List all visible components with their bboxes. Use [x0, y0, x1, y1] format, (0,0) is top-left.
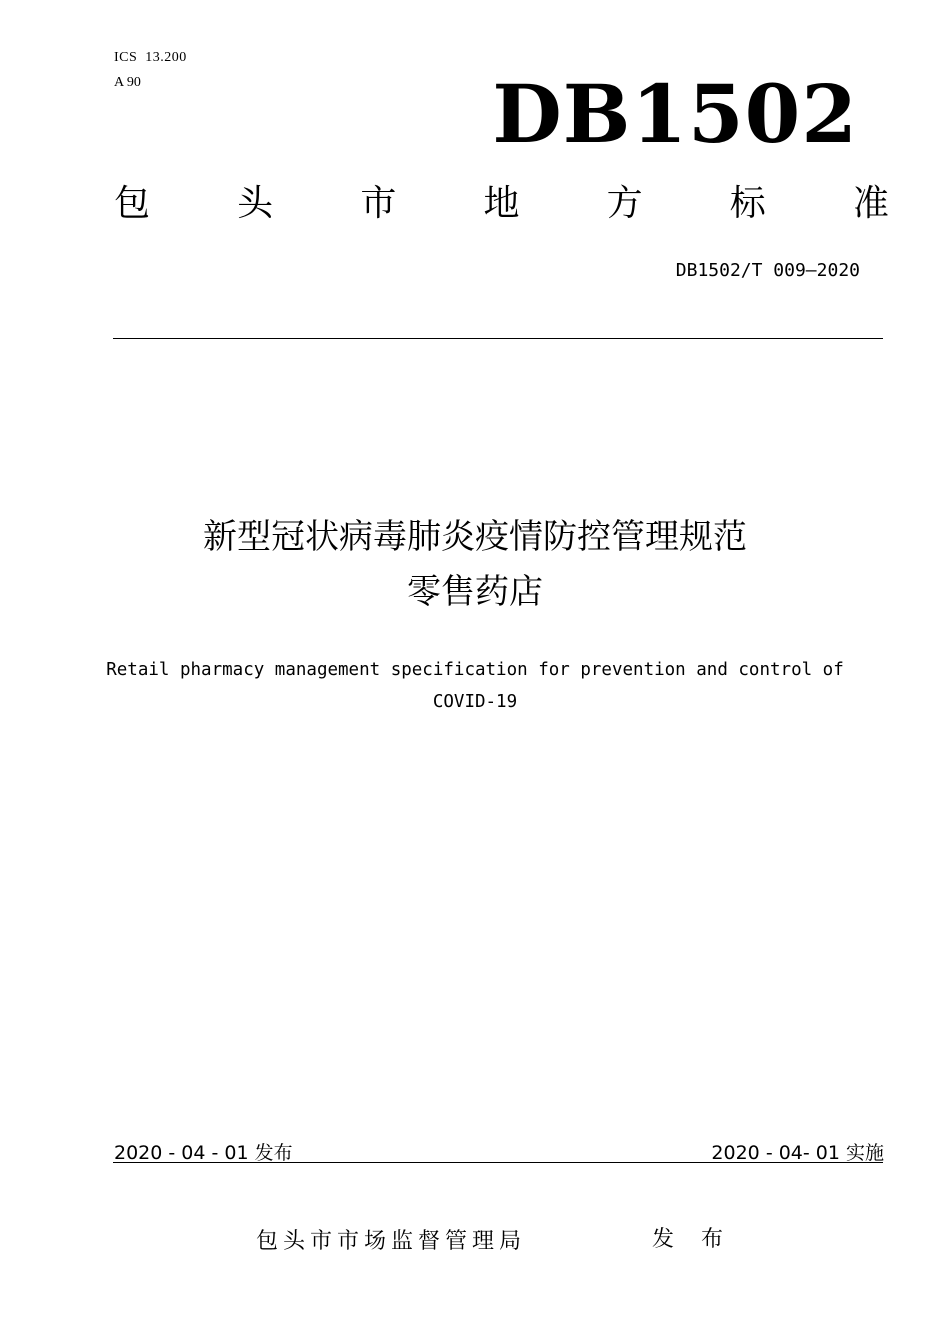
document-title: 新型冠状病毒肺炎疫情防控管理规范: [203, 517, 747, 557]
issuing-authority: 包头市市场监督管理局: [256, 1229, 527, 1254]
standard-type-char: 准: [852, 183, 889, 224]
english-title-line: COVID-19: [432, 692, 518, 712]
standard-type-char: 市: [360, 183, 397, 224]
issue-label: 发 布: [652, 1227, 733, 1252]
english-title-line: Retail pharmacy management specification for prevention and control of: [106, 660, 844, 680]
english-title: [60, 654, 890, 718]
top-divider: [113, 338, 883, 339]
standard-type-char: 地: [483, 183, 520, 224]
implementation-date: 2020 - 04- 01 实施: [711, 1142, 884, 1164]
standard-type-char: 包: [114, 183, 151, 224]
standard-code: DB1502/T 009—2020: [675, 260, 860, 281]
document-subtitle: 零售药店: [407, 572, 543, 612]
standard-type-char: 头: [237, 183, 274, 224]
standard-type-char: 方: [606, 183, 643, 224]
db-logo: DB1502: [492, 67, 858, 161]
issue-date: 2020 - 04 - 01 发布: [114, 1142, 293, 1164]
bottom-divider: [113, 1162, 883, 1163]
classification-code: A 90: [114, 75, 141, 90]
standard-type-heading: [114, 183, 889, 224]
ics-code: ICS 13.200: [114, 50, 187, 65]
standard-type-char: 标: [729, 183, 766, 224]
